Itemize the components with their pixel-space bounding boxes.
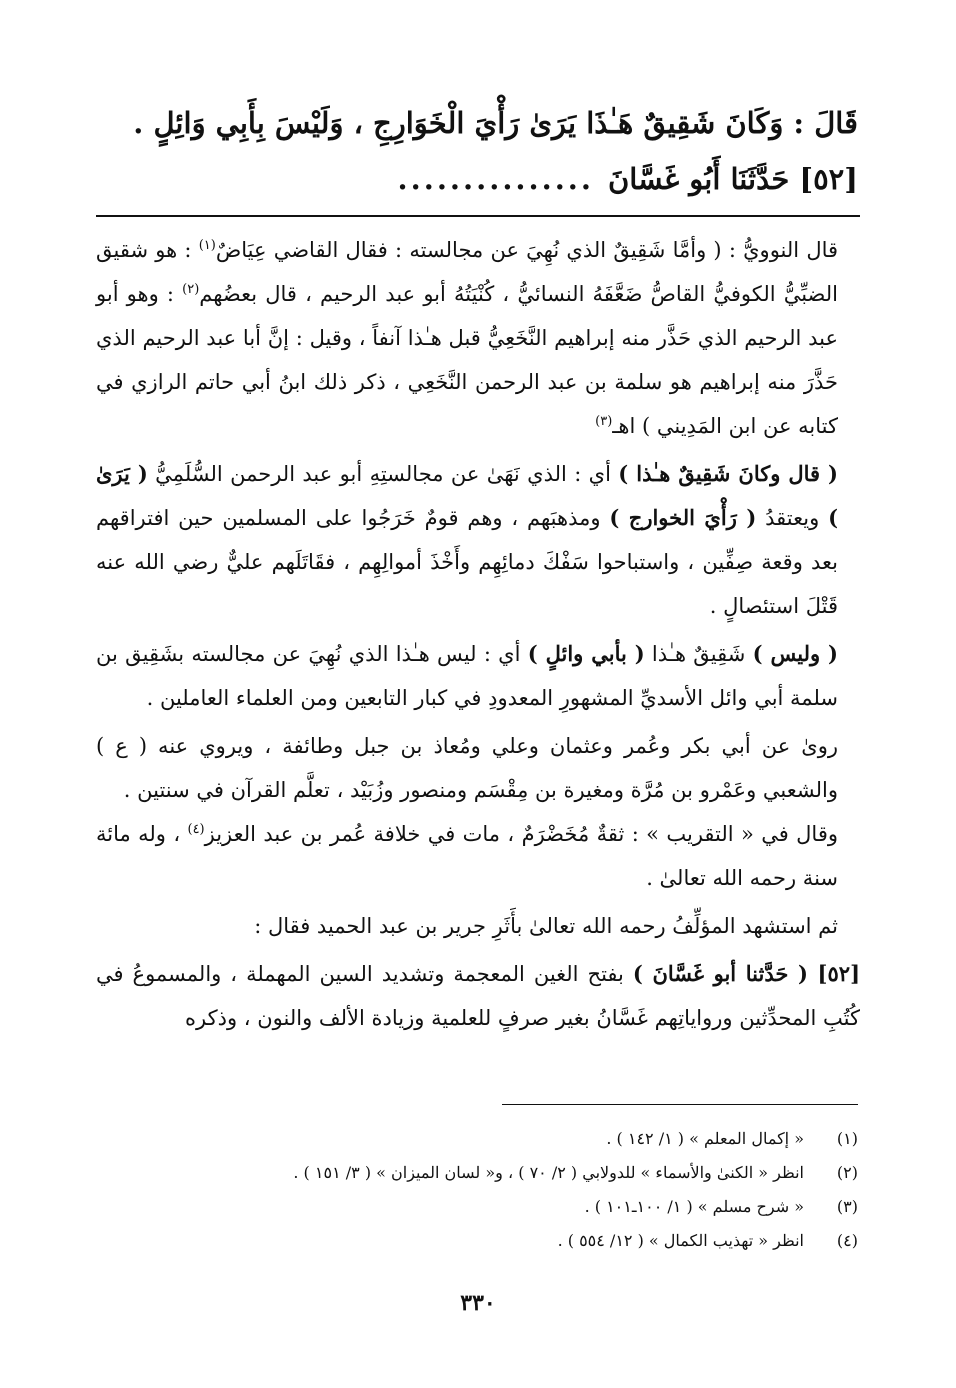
commentary-paragraph-5 — [96, 812, 860, 900]
footnote-ref-1[interactable]: (١) — [198, 238, 216, 253]
p2-text-a: أي : الذي نَهَىٰ عن مجالستِهِ أبو عبد الرحمن السُّلَمِيُّ — [147, 462, 619, 486]
p7-quote-1: [٥٢] ( حَدَّثنا أبو غَسَّانَ ) — [632, 961, 860, 986]
p2-text-c: ومذهبَهم ، وهم قومٌ خَرَجُوا على المسلمين حين افتراقهم بعد وقعة صِفِّين ، واستباحوا سَفْكَ دمائِهِم وأَخْذَ أموالِهِم ، فقَاتَلَهم عليٌّ رضي الله عنه قَتْلَ استئصالٍ . — [96, 506, 838, 618]
p2-quote-2: ( يَرَىٰ ) — [96, 461, 838, 530]
p7-text-a: بفتح الغين المعجمة وتشديد السين المهملة ، والمسموعُ في كُتُبِ المحدِّثين ورواياتِهم غَسَّانُ بغير صرفٍ للعلمية وزيادة الألف والنون ، وذكره — [96, 962, 860, 1030]
main-separator-rule — [96, 215, 860, 217]
p1-text-a: قال النوويُّ : ( وأمَّا شَقِيقٌ الذي نُهِيَ عن مجالسته : فقال القاضي عِيَاضٌ — [215, 238, 839, 262]
commentary-body — [96, 228, 860, 1040]
footnote-number: (٢) — [836, 1163, 858, 1182]
p2-quote-3: ( رَأْيَ الخوارج ) — [609, 505, 757, 530]
footnote-item — [98, 1122, 858, 1156]
p2-quote-1: ( قال وكانَ شَقِيقٌ هـٰذا ) — [618, 461, 838, 486]
footnote-text: انظر « تهذيب الكمال » ( ١٢/ ٥٥٤ ) . — [557, 1231, 804, 1250]
footnote-text: « إكمال المعلم » ( ١/ ١٤٢ ) . — [606, 1129, 804, 1148]
p3-quote-1: ( وليس ) — [752, 641, 838, 666]
commentary-paragraph-4: روىٰ عن أبي بكر وعُمر وعثمان وعلي ومُعاذ بن جبل وطائفة ، ويروي عنه ( ع ) والشعبي وعَمْرو بن مُرَّة ومغيرة بن مِقْسَم ومنصور وزُبَيْد ، تعلَّم القرآن في سنتين . — [96, 734, 838, 802]
footnote-separator-rule — [502, 1104, 858, 1105]
p5-text-b: ، وله مائة سنة رحمه الله تعالىٰ . — [96, 822, 838, 890]
footnote-text: « شرح مسلم » ( ١/ ١٠٠ـ١٠١ ) . — [584, 1197, 804, 1216]
footnote-number: (١) — [836, 1129, 858, 1148]
commentary-paragraph-6: ثم استشهد المؤلِّفُ رحمه الله تعالىٰ بأَثَرِ جرير بن عبد الحميد فقال : — [254, 914, 838, 938]
footnote-item — [98, 1224, 858, 1258]
footnote-ref-4[interactable]: (٤) — [187, 822, 205, 837]
footnote-ref-3[interactable]: (٣) — [595, 414, 613, 429]
footnote-item — [98, 1190, 858, 1224]
footnotes — [98, 1122, 858, 1258]
p1-text-c: : وهو أبو عبد الرحيم الذي حَذَّر منه إبراهيم النَّخَعِيُّ قبل هـٰذا آنفاً ، وقيل : إنَّ أبا عبد الرحيم الذي حَذَّرَ منه إبراهيم هو سلمة بن عبد الرحمن النَّخَعِي ، ذكر ذلك ابنُ أبي حاتم الرازي في كتابه عن ابن المَدِيني ) اهـ — [96, 282, 838, 438]
commentary-paragraph-3 — [96, 632, 860, 720]
p5-text-a: وقال في « التقريب » : ثقةٌ مُخَضْرَمٌ ، مات في خلافة عُمر بن عبد العزيز — [204, 822, 838, 846]
p3-text-a: شَقِيقٌ هـٰذا — [644, 642, 753, 666]
page-number: ٣٣٠ — [460, 1290, 496, 1316]
hadith-text-line-1: قَالَ : وَكَانَ شَقِيقٌ هَـٰذَا يَرَىٰ رَأْيَ الْخَوَارِجِ ، وَلَيْسَ بِأَبِي وَائِلٍ . — [133, 106, 858, 140]
footnote-item — [98, 1156, 858, 1190]
hadith-continuation-dots: ............... — [397, 162, 594, 196]
p2-text-b: ويعتقدُ — [756, 506, 829, 530]
commentary-paragraph-2 — [96, 452, 860, 628]
footnote-ref-2[interactable]: (٢) — [182, 282, 200, 297]
footnote-text: انظر « الكنىٰ والأسماء » للدولابي ( ٢/ ٧٠ ) ، و« لسان الميزان » ( ٣/ ١٥١ ) . — [293, 1163, 804, 1182]
hadith-text-line-2 — [98, 150, 858, 208]
p3-quote-2: ( بأبي وائلٍ ) — [527, 641, 645, 666]
p3-text-b: أي : ليس هـٰذا الذي نُهِيَ عن مجالسته بشَقِيق بن سلمة أبي وائل الأسديِّ المشهورِ المعدودِ في كبار التابعين ومن العلماء العاملين . — [96, 642, 838, 710]
footnote-number: (٤) — [836, 1231, 858, 1250]
p1-text-b: : هو شقيق الضبِّيُّ الكوفيُّ القاصُّ ضَعَّفَهُ النسائيُّ ، كُنْيَتُهُ أبو عبد الرحيم ، قال بعضُهم — [96, 238, 838, 306]
commentary-paragraph-1 — [96, 228, 860, 448]
footnote-number: (٣) — [836, 1197, 858, 1216]
commentary-paragraph-7 — [96, 952, 860, 1040]
hadith-chain-start: [٥٢] حَدَّثَنَا أَبُو غَسَّانَ — [608, 162, 858, 196]
